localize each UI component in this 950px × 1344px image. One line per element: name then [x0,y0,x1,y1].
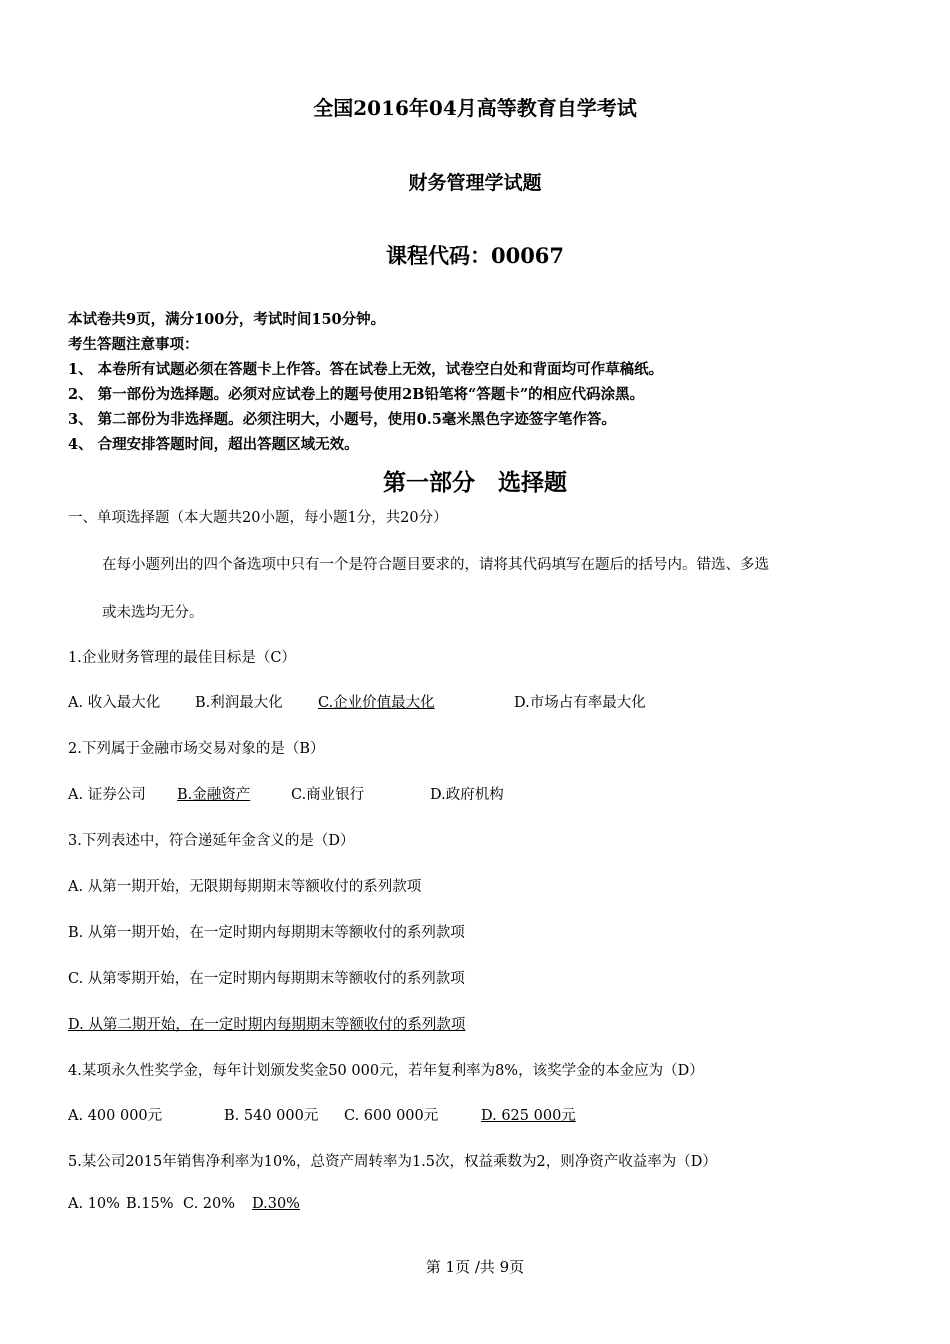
exam-title: 全国2016年04月高等教育自学考试 [313,96,637,120]
note-item: 3、 第二部份为非选择题。必须注明大，小题号，使用0.5毫米黑色字迹签字笔作答。 [68,411,616,428]
question-option: C.商业银行 [291,787,365,803]
question-option: A. 收入最大化 [68,695,161,711]
question-option: A. 10% [68,1196,120,1212]
question-option: B. 540 000元 [224,1108,319,1124]
question-stem: 1.企业财务管理的最佳目标是（C） [68,650,296,666]
question-option: D.市场占有率最大化 [514,695,646,711]
question-option: A. 证券公司 [68,787,146,803]
note-item: 4、 合理安排答题时间，超出答题区域无效。 [68,436,359,453]
instructions-line-1: 在每小题列出的四个备选项中只有一个是符合题目要求的，请将其代码填写在题后的括号内。错选、多选 [102,557,769,573]
course-code: 课程代码：00067 [385,243,565,268]
question-option-answer: D. 从第二期开始，在一定时期内每期期末等额收付的系列款项 [68,1017,466,1033]
question-option-answer: D.30% [252,1196,300,1212]
question-stem: 2.下列属于金融市场交易对象的是（B） [68,741,325,757]
note-item: 2、 第一部份为选择题。必须对应试卷上的题号使用2B铅笔将“答题卡”的相应代码涂黑。 [68,386,645,403]
question-stem: 4.某项永久性奖学金，每年计划颁发奖金50 000元，若年复利率为8%，该奖学金的本金应为（D） [68,1063,704,1079]
question-option: A. 400 000元 [68,1108,163,1124]
part-one-title: 第一部分 选择题 [383,469,567,496]
question-option: C. 600 000元 [344,1108,439,1124]
question-option: B. 从第一期开始，在一定时期内每期期末等额收付的系列款项 [68,925,465,941]
instructions-line-2: 或未选均无分。 [102,605,204,621]
subject-title: 财务管理学试题 [408,172,542,194]
page-number: 第 1页 /共 9页 [425,1258,525,1276]
question-option: B.利润最大化 [195,695,283,711]
question-option: D.政府机构 [430,787,504,803]
question-option: C. 从第零期开始，在一定时期内每期期末等额收付的系列款项 [68,971,465,987]
exam-summary: 本试卷共9页，满分100分，考试时间150分钟。 [68,311,386,328]
question-option: B.15% [126,1196,174,1212]
section-title: 一、单项选择题（本大题共20小题，每小题1分，共20分） [68,510,448,526]
question-option-answer: D. 625 000元 [481,1108,576,1124]
question-stem: 5.某公司2015年销售净利率为10%，总资产周转率为1.5次，权益乘数为2，则净资产收益率为（D） [68,1154,717,1170]
question-option-answer: B.金融资产 [177,787,251,803]
note-item: 1、 本卷所有试题必须在答题卡上作答。答在试卷上无效，试卷空白处和背面均可作草稿纸。 [68,361,664,378]
notes-heading: 考生答题注意事项： [68,336,199,353]
question-option-answer: C.企业价值最大化 [318,695,435,711]
question-option: A. 从第一期开始，无限期每期期末等额收付的系列款项 [68,879,422,895]
question-option: C. 20% [183,1196,236,1212]
question-stem: 3.下列表述中，符合递延年金含义的是（D） [68,833,355,849]
